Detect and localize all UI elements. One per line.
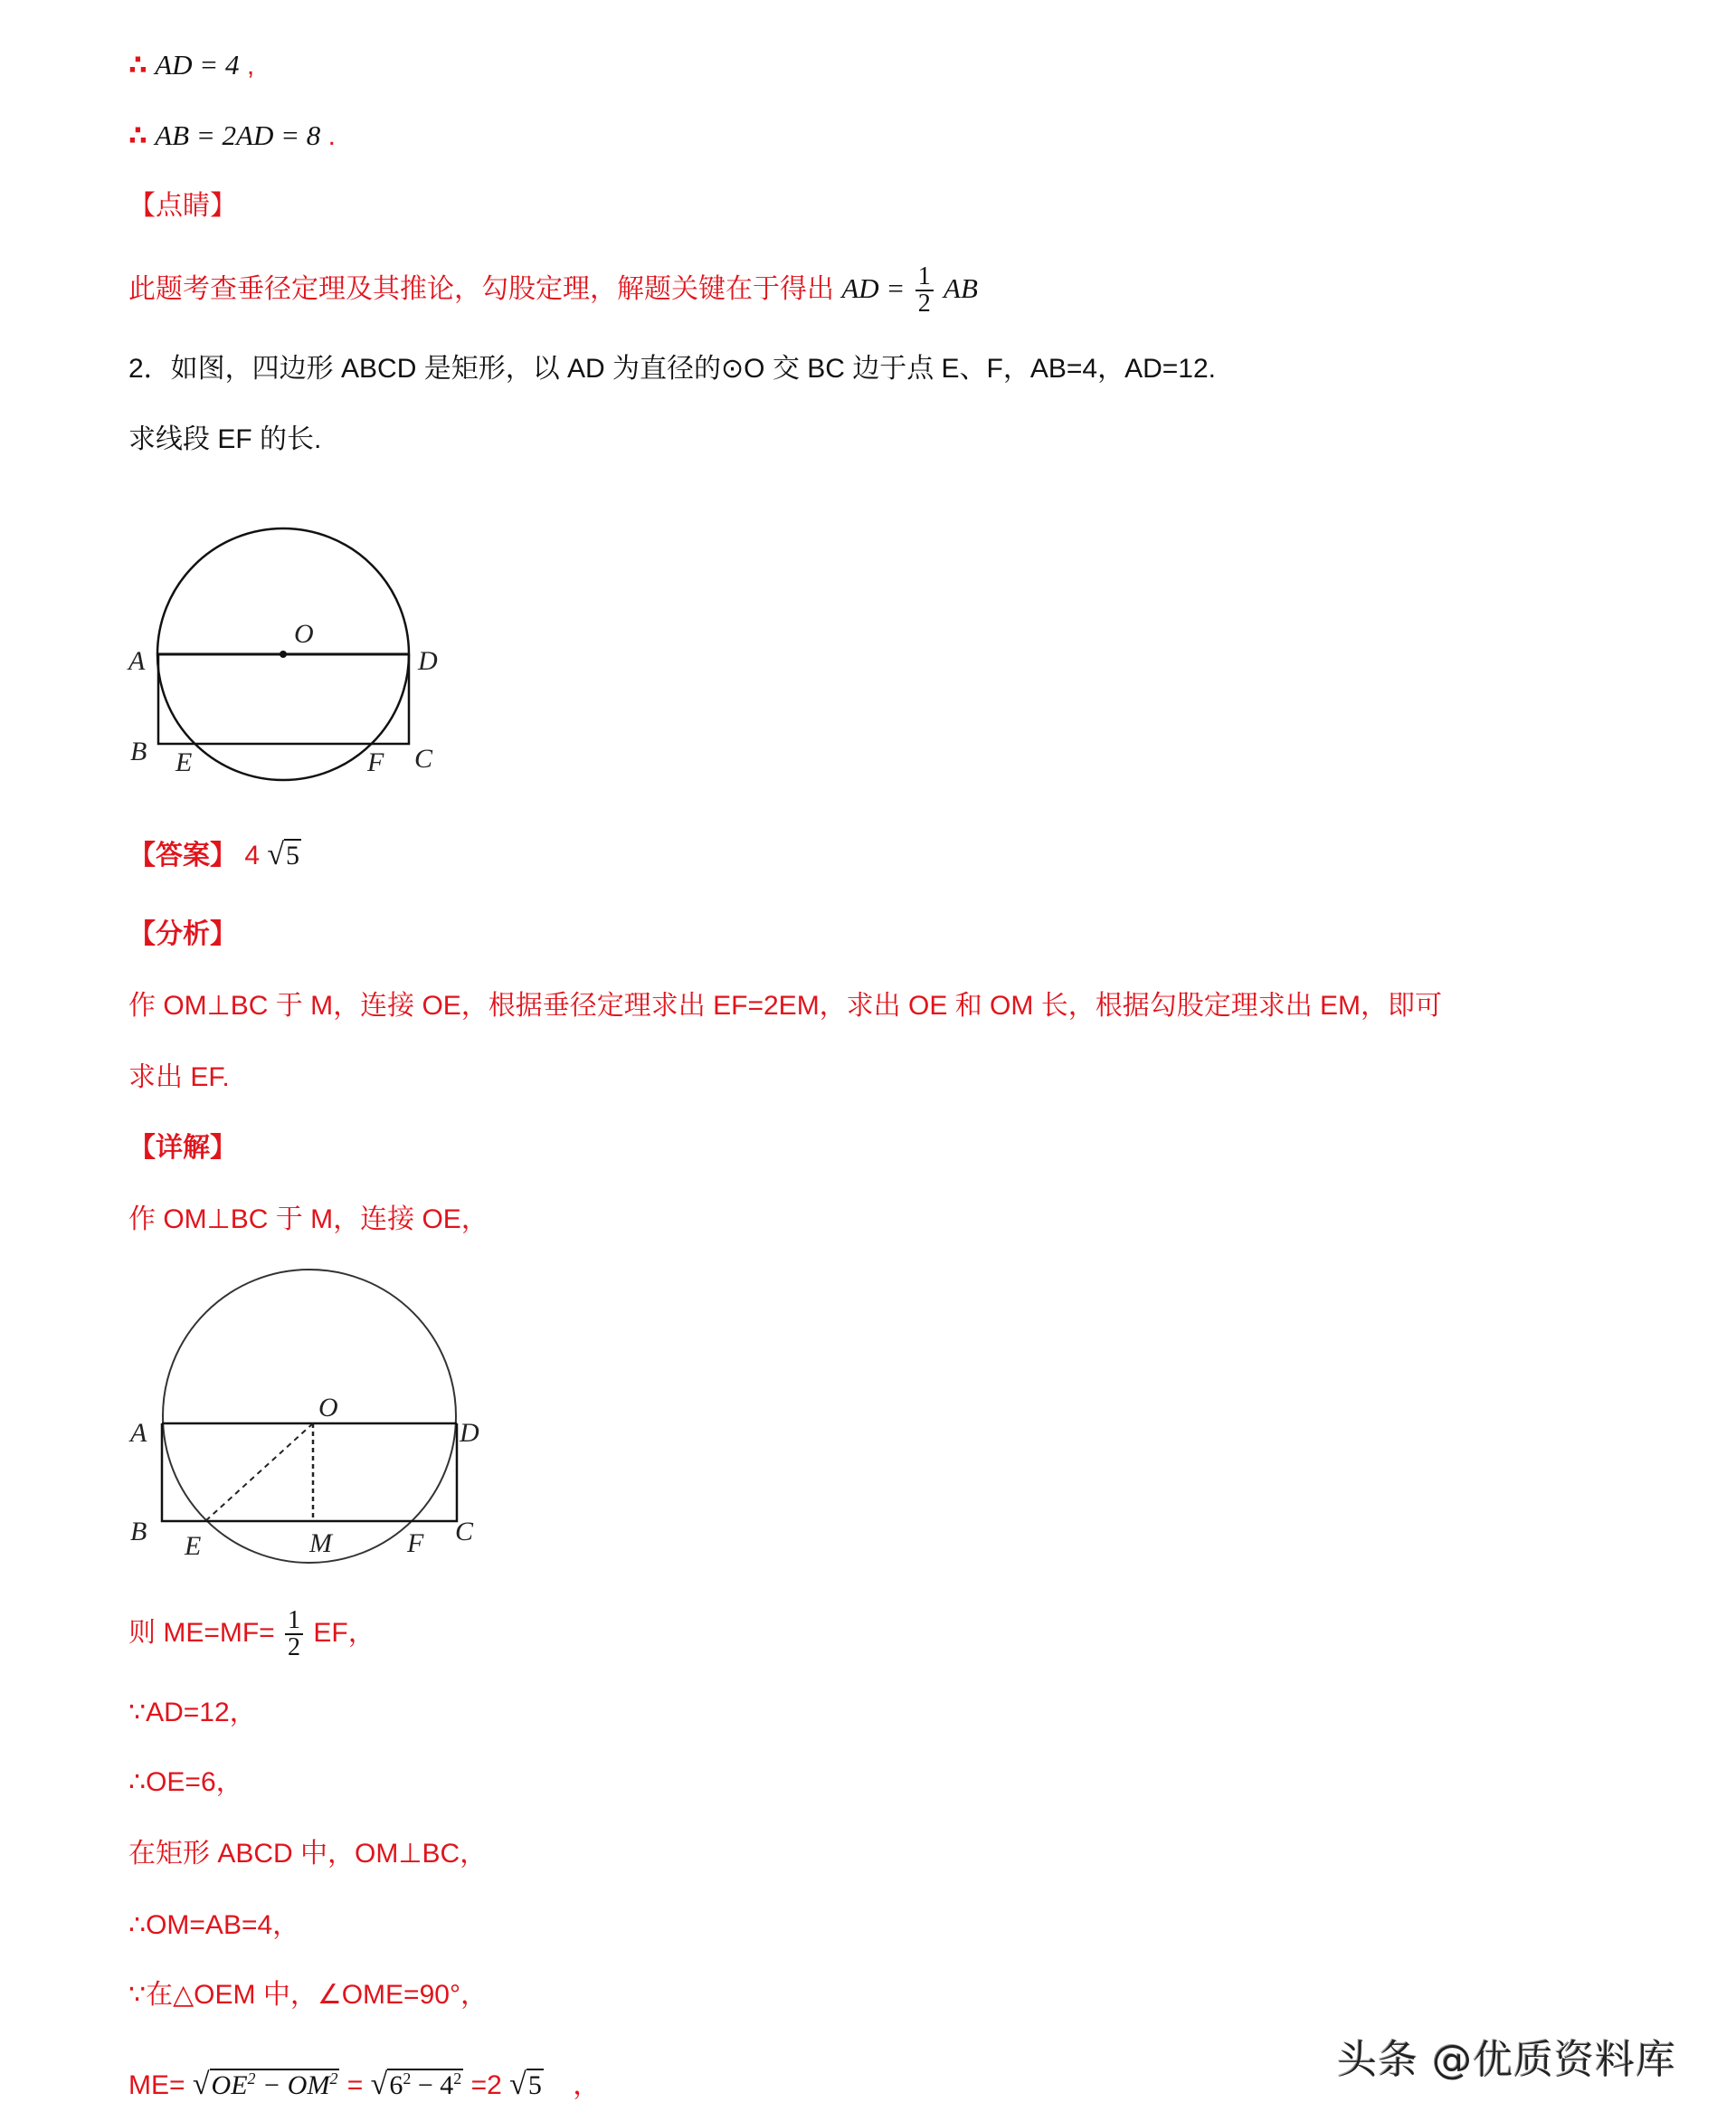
punctuation: ， xyxy=(573,2070,601,2100)
fraction-half xyxy=(285,1608,303,1660)
detail-text: 则 ME=MF= xyxy=(128,1618,275,1648)
therefore-symbol: ∴ xyxy=(128,121,147,151)
radicand: 5 xyxy=(286,841,300,870)
fraction-numerator: 1 xyxy=(915,264,934,291)
sqrt-oe-om: $√OE^2 - OM^2$ xyxy=(192,2068,338,2101)
detail-text: ME= xyxy=(128,2070,185,2100)
label-F: F xyxy=(367,747,384,777)
question-line-2: 求线段 EF 的长. xyxy=(128,424,322,454)
dianjing-body: 此题考查垂径定理及其推论，勾股定理，解题关键在于得出 xyxy=(128,273,834,304)
geometry-diagram-2 xyxy=(118,1249,498,1565)
equals: =2 xyxy=(470,2070,502,2100)
detail-line-1: 作 OM⊥BC 于 M，连接 OE， xyxy=(128,1204,489,1234)
analysis-line-2: 求出 EF. xyxy=(128,1062,230,1092)
question-line-1: 2．如图，四边形 ABCD 是矩形，以 AD 为直径的⊙O 交 BC 边于点 E、F，AB=4，AD=12. xyxy=(128,354,1216,384)
punctuation: , xyxy=(246,51,255,81)
fraction-numerator: 1 xyxy=(285,1608,303,1635)
detail-text: EF， xyxy=(313,1618,375,1648)
analysis-heading: 【分析】 xyxy=(128,919,237,949)
detail-line-7: ∵在△OEM 中，∠OME=90°， xyxy=(128,1980,488,2010)
label-M: M xyxy=(309,1528,332,1558)
label-F: F xyxy=(407,1528,424,1558)
term: − 4 xyxy=(411,2070,454,2100)
sqrt-symbol: √5 xyxy=(267,838,300,871)
label-B: B xyxy=(130,737,147,766)
watermark: 头条 @优质资料库 xyxy=(1337,2037,1676,2083)
math-expression: AD = 4 xyxy=(155,49,240,81)
label-E: E xyxy=(185,1531,202,1561)
dianjing-heading: 【点睛】 xyxy=(128,191,237,221)
term: 6 xyxy=(389,2070,403,2100)
label-C: C xyxy=(414,744,433,774)
fraction-denominator: 2 xyxy=(288,1633,301,1662)
prev-solution-line-1 xyxy=(128,47,254,84)
radicand: 5 xyxy=(527,2070,542,2100)
math-expression: AD = xyxy=(841,271,906,304)
answer-line xyxy=(128,837,301,874)
punctuation: . xyxy=(327,121,336,151)
label-O: O xyxy=(318,1393,338,1422)
detail-line-3: ∵AD=12， xyxy=(128,1698,257,1727)
dianjing-text xyxy=(128,264,978,317)
prev-solution-line-2 xyxy=(128,118,336,155)
detail-heading: 【详解】 xyxy=(128,1133,237,1163)
math-expression: AB xyxy=(944,271,978,304)
detail-line-6: ∴OM=AB=4， xyxy=(128,1910,300,1940)
answer-coefficient: 4 xyxy=(244,841,261,870)
term: OE xyxy=(211,2070,248,2100)
therefore-symbol: ∴ xyxy=(128,51,147,81)
label-C: C xyxy=(455,1517,474,1546)
label-A: A xyxy=(128,646,146,676)
detail-line-4: ∴OE=6， xyxy=(128,1767,243,1797)
label-D: D xyxy=(460,1418,479,1448)
label-B: B xyxy=(130,1517,147,1546)
equals: = xyxy=(346,2070,364,2100)
fraction-half xyxy=(915,264,934,317)
detail-line-8 xyxy=(128,2056,600,2108)
term: − OM xyxy=(255,2070,330,2100)
detail-line-5: 在矩形 ABCD 中，OM⊥BC， xyxy=(128,1839,488,1869)
math-expression: AB = 2AD = 8 xyxy=(155,119,321,151)
sqrt-6-4: $√6^2 - 4^2$ xyxy=(370,2068,462,2101)
label-O: O xyxy=(294,619,314,649)
geometry-diagram-1 xyxy=(118,507,461,787)
label-E: E xyxy=(175,747,193,777)
label-A: A xyxy=(130,1418,147,1448)
fraction-denominator: 2 xyxy=(917,290,931,318)
answer-heading: 【答案】 xyxy=(128,841,237,870)
analysis-line-1: 作 OM⊥BC 于 M，连接 OE，根据垂径定理求出 EF=2EM，求出 OE 和 OM 长，根据勾股定理求出 EM，即可 xyxy=(128,991,1443,1021)
sqrt-5: √5 xyxy=(509,2068,542,2101)
label-D: D xyxy=(418,646,438,676)
detail-line-2 xyxy=(128,1606,375,1660)
